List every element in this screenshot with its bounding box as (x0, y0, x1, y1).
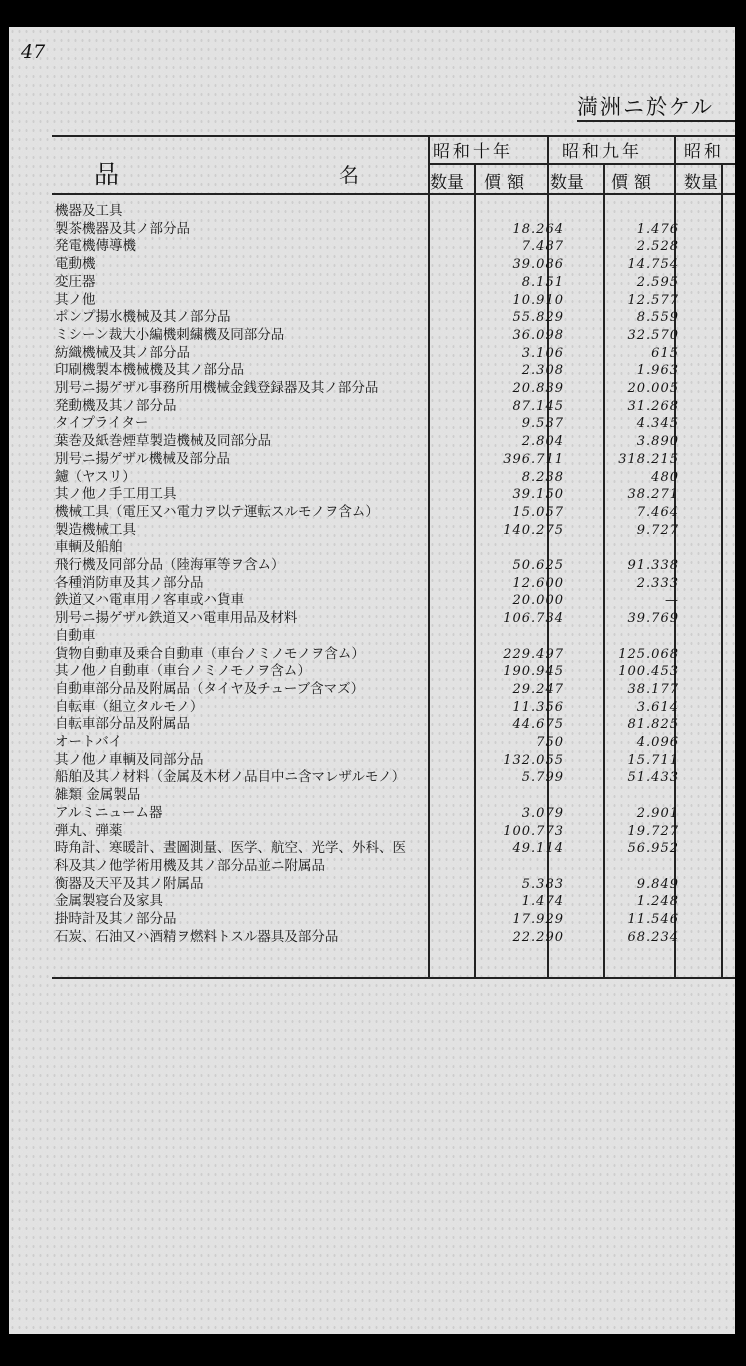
table-row (9, 893, 735, 910)
value-showa9: 4.096 (636, 735, 679, 750)
item-name: 車輌及船舶 (55, 539, 123, 556)
item-name: 紡織機械及其ノ部分品 (55, 344, 190, 361)
table-row (9, 238, 735, 255)
table-row (9, 646, 735, 663)
item-name: 石炭、石油又ハ酒精ヲ燃料トスル器具及部分品 (55, 928, 339, 945)
value-showa10: 190.945 (503, 664, 564, 680)
item-name: 発動機及其ノ部分品 (55, 397, 177, 414)
table-row (9, 274, 735, 291)
value-showa9: 38.177 (627, 681, 679, 697)
value-showa10: 229.497 (503, 646, 564, 662)
value-showa9: 15.711 (627, 752, 679, 768)
value-showa9: 480 (651, 469, 679, 485)
title-underline (577, 120, 735, 122)
table-row (9, 610, 735, 627)
value-showa10: 7.487 (521, 239, 564, 255)
table-row (9, 380, 735, 397)
value-showa10: 29.247 (512, 681, 564, 697)
value-showa9: 4.345 (636, 416, 679, 432)
table-row (9, 433, 735, 450)
page-title: 満洲ニ於ケル (577, 95, 714, 119)
table-row (9, 575, 735, 592)
value-showa9: 3.614 (636, 699, 679, 715)
value-showa9: 1.248 (636, 894, 679, 910)
item-name: 葉巻及紙巻煙草製造機械及同部分品 (55, 433, 271, 450)
value-showa10: 100.773 (503, 823, 564, 839)
table-row (9, 805, 735, 822)
item-name: 発電機傳導機 (55, 238, 136, 255)
value-showa10: 9.537 (521, 416, 564, 432)
value-showa9: 91.338 (627, 558, 679, 573)
table-row (9, 681, 735, 698)
value-showa10: 55.829 (512, 310, 564, 326)
item-name: 時角計、寒暖計、晝圖測量、医学、航空、光学、外科、医 (55, 840, 406, 857)
item-name: 製茶機器及其ノ部分品 (55, 220, 190, 237)
item-name: 各種消防車及其ノ部分品 (55, 574, 204, 591)
table-row (9, 858, 735, 875)
item-name: 機械工具（電圧又ハ電力ヲ以テ運転スルモノヲ含ム） (55, 503, 379, 520)
value-showa9: 1.476 (636, 221, 679, 237)
value-showa10: 132.055 (503, 752, 564, 768)
table-row (9, 929, 735, 946)
value-showa10: 750 (536, 735, 564, 750)
year-header: 昭和 (684, 142, 724, 162)
value-showa9: 3.890 (636, 434, 679, 450)
item-name: 其ノ他ノ自動車（車台ノミノモノヲ含ム） (55, 663, 311, 680)
table-row (9, 221, 735, 238)
item-name: アルミニューム器 (55, 804, 163, 821)
item-name: 貨物自動車及乗合自動車（車台ノミノモノヲ含ム） (55, 645, 365, 662)
table-row (9, 486, 735, 503)
value-showa9: 2.528 (636, 239, 679, 255)
value-showa10: 49.114 (512, 841, 564, 857)
table-bottom-rule (52, 977, 735, 979)
year-header: 昭和十年 (433, 142, 513, 162)
item-name: 鉄道又ハ電車用ノ客車或ハ貨車 (55, 592, 244, 609)
value-showa10: 8.151 (521, 274, 564, 290)
value-showa9: 1.963 (636, 363, 679, 379)
table-row (9, 911, 735, 928)
table-row (9, 840, 735, 857)
table-row (9, 787, 735, 804)
value-showa9: 9.727 (636, 522, 679, 538)
value-showa10: 18.264 (512, 221, 564, 237)
value-showa10: 12.600 (512, 575, 564, 591)
table-row (9, 769, 735, 786)
table-row (9, 451, 735, 468)
table-row (9, 327, 735, 344)
value-showa9: 11.546 (627, 912, 679, 927)
table-row (9, 415, 735, 432)
value-showa9: 19.727 (627, 823, 679, 839)
table-row (9, 557, 735, 574)
header-bottom-rule (52, 193, 735, 195)
table-row (9, 539, 735, 556)
value-showa10: 2.308 (521, 363, 564, 379)
value-showa10: 11.356 (512, 699, 564, 715)
value-showa9: 81.825 (627, 717, 679, 733)
item-name: 掛時計及其ノ部分品 (55, 911, 177, 927)
value-showa10: 5.383 (521, 876, 564, 892)
value-showa10: 36.098 (512, 327, 564, 343)
item-name: 別号ニ揚ゲザル鉄道又ハ電車用品及材料 (55, 610, 298, 627)
value-showa9: 12.577 (627, 292, 679, 308)
year-header: 昭和九年 (562, 142, 642, 162)
item-name: 其ノ他 (55, 291, 96, 308)
item-name: 其ノ他ノ車輌及同部分品 (55, 751, 204, 768)
table-row (9, 256, 735, 273)
item-name: 製造機械工具 (55, 521, 136, 538)
value-showa9: 8.559 (636, 310, 679, 326)
value-showa9: 14.754 (627, 257, 679, 273)
item-name: 鑢（ヤスリ） (55, 468, 136, 485)
table-row (9, 663, 735, 680)
value-showa10: 2.804 (521, 434, 564, 450)
value-showa9: 318.215 (618, 451, 679, 467)
item-name: タイプライター (55, 415, 149, 432)
header-name-col: 品 (94, 160, 120, 189)
value-showa9: 615 (651, 345, 679, 361)
item-name: 衡器及天平及其ノ附属品 (55, 875, 204, 892)
table-row (9, 504, 735, 521)
value-showa9: 20.005 (627, 381, 679, 396)
header-name-col2: 名 (339, 163, 359, 187)
value-showa9: 51.433 (627, 770, 679, 786)
value-showa10: 87.145 (512, 398, 564, 414)
item-name: 其ノ他ノ手工用工具 (55, 486, 177, 503)
table-row (9, 292, 735, 309)
value-showa10: 106.734 (503, 611, 564, 627)
value-showa10: 15.057 (512, 504, 564, 520)
document-page (9, 27, 735, 1334)
value-showa10: 44.675 (512, 717, 564, 733)
value-showa10: 8.238 (521, 469, 564, 485)
item-name: 自動車 (55, 627, 96, 644)
item-name: ポンプ揚水機械及其ノ部分品 (55, 309, 231, 326)
page-number: 47 (21, 41, 46, 63)
value-showa9: 125.068 (618, 646, 679, 662)
value-showa10: 50.625 (512, 558, 564, 573)
value-showa9: 2.333 (636, 575, 679, 591)
table-row (9, 592, 735, 609)
item-name: 別号ニ揚ゲザル事務所用機械金銭登録器及其ノ部分品 (55, 380, 379, 396)
sub-header-value: 價額 (484, 173, 530, 193)
item-name: ミシーン裁大小編機刺繍機及同部分品 (55, 326, 285, 343)
value-showa10: 140.275 (503, 522, 564, 538)
table-row (9, 398, 735, 415)
value-showa10: 3.079 (521, 805, 564, 821)
value-showa9: 100.453 (618, 664, 679, 680)
table-row (9, 469, 735, 486)
item-name: オートバイ (55, 734, 123, 750)
table-row (9, 699, 735, 716)
value-showa10: 22.290 (512, 929, 564, 945)
item-name: 弾丸、弾薬 (55, 822, 123, 839)
item-name: 自動車部分品及附属品（タイヤ及チューブ含マズ） (55, 680, 365, 697)
table-row (9, 734, 735, 751)
value-showa9: — (665, 593, 679, 609)
table-row (9, 203, 735, 220)
item-name: 金属製寝台及家具 (55, 893, 163, 910)
item-name: 飛行機及同部分品（陸海軍等ヲ含ム） (55, 557, 285, 573)
value-showa10: 1.474 (521, 894, 564, 910)
value-showa9: 2.595 (636, 274, 679, 290)
value-showa9: 32.570 (627, 327, 679, 343)
value-showa10: 20.000 (512, 593, 564, 609)
value-showa10: 17.929 (512, 912, 564, 927)
value-showa10: 10.910 (512, 292, 564, 308)
value-showa9: 7.464 (636, 504, 679, 520)
item-name: 電動機 (55, 256, 96, 273)
value-showa9: 9.849 (636, 876, 679, 892)
sub-header-qty: 数量 (684, 173, 718, 193)
value-showa10: 20.839 (512, 381, 564, 396)
item-name: 自転車部分品及附属品 (55, 716, 190, 733)
item-name: 機器及工具 (55, 203, 123, 219)
table-row (9, 716, 735, 733)
table-row (9, 876, 735, 893)
item-name: 科及其ノ他学術用機及其ノ部分品並ニ附属品 (55, 857, 325, 874)
value-showa10: 39.086 (512, 257, 564, 273)
table-row (9, 345, 735, 362)
table-row (9, 823, 735, 840)
value-showa9: 2.901 (636, 805, 679, 821)
table-row (9, 752, 735, 769)
sub-header-value: 價額 (611, 173, 657, 193)
sub-header-qty: 数量 (550, 173, 584, 193)
value-showa10: 5.799 (521, 770, 564, 786)
table-row (9, 522, 735, 539)
item-name: 雑類 金属製品 (55, 787, 141, 804)
item-name: 別号ニ揚ゲザル機械及部分品 (55, 450, 230, 467)
value-showa9: 38.271 (627, 487, 679, 503)
value-showa10: 3.106 (521, 345, 564, 361)
value-showa9: 68.234 (627, 929, 679, 945)
value-showa9: 31.268 (627, 398, 679, 414)
table-row (9, 309, 735, 326)
item-name: 自転車（組立タルモノ） (55, 698, 204, 715)
item-name: 変圧器 (55, 273, 96, 290)
sub-header-qty: 数量 (430, 173, 464, 193)
value-showa9: 39.769 (627, 611, 679, 627)
value-showa9: 56.952 (627, 841, 679, 857)
value-showa10: 39.150 (512, 487, 564, 503)
item-name: 印刷機製本機械機及其ノ部分品 (55, 362, 244, 379)
value-showa10: 396.711 (503, 451, 564, 467)
item-name: 船舶及其ノ材料（金属及木材ノ品目中ニ含マレザルモノ） (55, 769, 406, 786)
table-row (9, 362, 735, 379)
table-row (9, 628, 735, 645)
